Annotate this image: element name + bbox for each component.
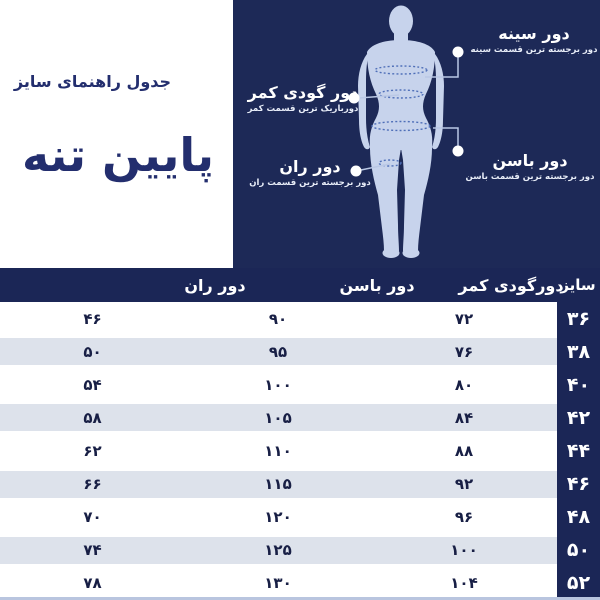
- cell-waist: ۸۴: [371, 401, 557, 434]
- cell-hip: ۱۳۰: [264, 574, 292, 593]
- thigh-label-title: دور ران: [279, 157, 341, 176]
- hip-label-title: دور باسن: [492, 151, 568, 170]
- body-silhouette: [358, 6, 444, 259]
- cell-waist: ۸۰: [454, 375, 474, 394]
- bust-marker-dot: [453, 47, 464, 58]
- table-row: [0, 368, 600, 401]
- thigh-label-subtitle: دور برجسته ترین قسمت ران: [249, 178, 371, 188]
- cell-waist: ۷۲: [454, 309, 474, 328]
- header-hip: دور باسن: [339, 275, 415, 295]
- cell-waist: ۹۲: [371, 468, 557, 501]
- cell-thigh: ۵۸: [0, 401, 185, 434]
- header-size: سایز: [560, 276, 596, 294]
- table-row: [0, 501, 600, 534]
- cell-hip: ۹۰: [268, 309, 288, 328]
- cell-size: ۴۸: [557, 501, 600, 534]
- cell-thigh: ۷۴: [0, 534, 185, 567]
- cell-size: ۴۰: [557, 368, 600, 401]
- cell-hip: ۱۱۰: [264, 441, 292, 460]
- body-diagram: [233, 0, 600, 268]
- table-row: [0, 335, 600, 368]
- cell-thigh: ۷۸: [83, 574, 102, 593]
- cell-hip: ۱۰۵: [185, 401, 371, 434]
- cell-thigh: ۶۲: [83, 441, 102, 460]
- cell-thigh: ۷۰: [83, 508, 102, 527]
- bust-label: [464, 25, 600, 56]
- waist-label-subtitle: دورباریک ترین قسمت کمر: [247, 104, 359, 114]
- table-row: [0, 401, 600, 434]
- cell-waist: ۱۰۴: [450, 574, 478, 593]
- waist-label-title: دور گودی کمر: [247, 83, 359, 102]
- cell-size: ۵۰: [557, 534, 600, 567]
- table-row: [0, 567, 600, 600]
- table-header: [0, 268, 600, 302]
- header-waist: دورگودی کمر: [458, 275, 564, 295]
- cell-size: ۳۶: [557, 302, 600, 335]
- cell-thigh: ۶۶: [0, 468, 185, 501]
- cell-size: ۴۴: [557, 434, 600, 467]
- hip-label: [460, 152, 600, 183]
- cell-thigh: ۴۶: [83, 309, 102, 328]
- cell-thigh: ۵۴: [83, 375, 102, 394]
- table-row: [0, 302, 600, 335]
- cell-size: ۴۶: [557, 468, 600, 501]
- cell-size: ۴۲: [557, 401, 600, 434]
- table-row: [0, 534, 600, 567]
- waist-label: [233, 84, 373, 115]
- table-row: [0, 468, 600, 501]
- cell-hip: ۱۱۵: [185, 468, 371, 501]
- thigh-label: [240, 158, 380, 189]
- cell-hip: ۱۲۵: [185, 534, 371, 567]
- cell-waist: ۱۰۰: [371, 534, 557, 567]
- cell-waist: ۹۶: [454, 508, 474, 527]
- cell-size: ۵۲: [557, 567, 600, 600]
- page-title: پایین تنه: [22, 128, 214, 182]
- cell-waist: ۷۶: [371, 335, 557, 368]
- cell-thigh: ۵۰: [0, 335, 185, 368]
- cell-size: ۳۸: [557, 335, 600, 368]
- bust-label-title: دور سینه: [498, 24, 570, 43]
- header-thigh: دور ران: [184, 275, 246, 295]
- size-table: [0, 302, 600, 600]
- cell-hip: ۱۲۰: [264, 508, 292, 527]
- hip-label-subtitle: دور برجسته ترین قسمت باسن: [465, 172, 595, 182]
- cell-waist: ۸۸: [454, 441, 474, 460]
- guide-subtitle: جدول راهنمای سایز: [13, 72, 172, 91]
- left-panel: [0, 0, 233, 268]
- cell-hip: ۱۰۰: [264, 375, 292, 394]
- bust-label-subtitle: دور برجسته ترین قسمت سینه: [470, 45, 598, 55]
- table-row: [0, 434, 600, 467]
- cell-hip: ۹۵: [185, 335, 371, 368]
